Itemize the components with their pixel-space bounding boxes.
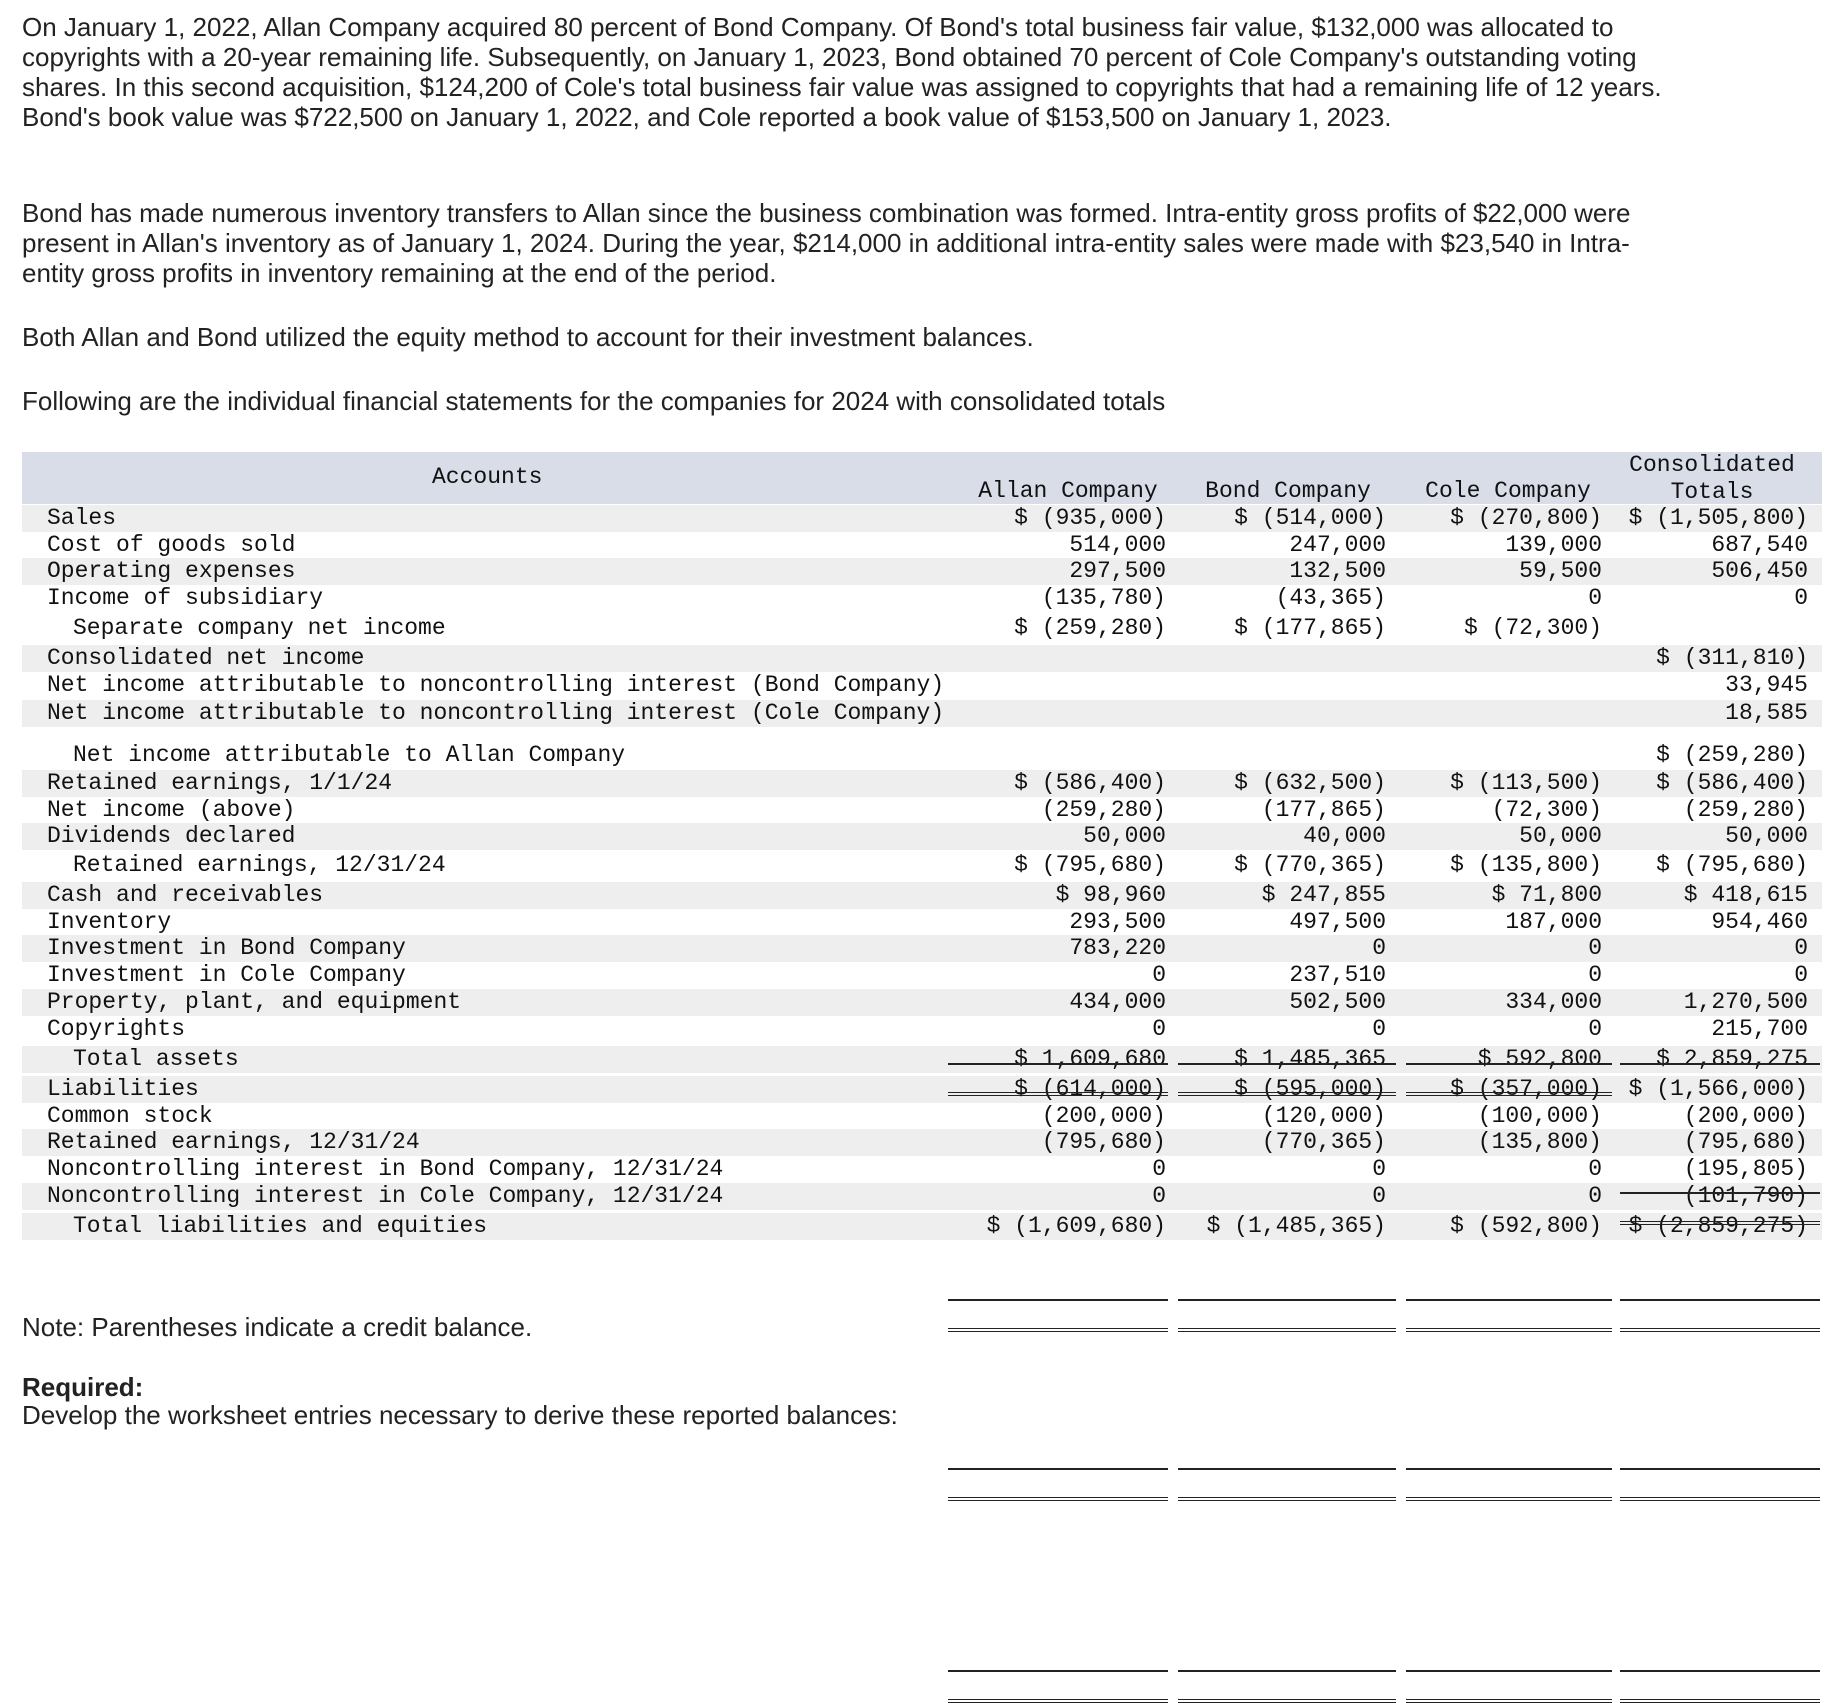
- cell-bond: 502,500: [1289, 989, 1386, 1015]
- cell-cole: (100,000): [1477, 1103, 1602, 1129]
- cell-cons: $ (586,400): [1656, 770, 1808, 796]
- cell-cons: 1,270,500: [1683, 989, 1808, 1015]
- cell-bond: 0: [1372, 1156, 1386, 1182]
- row-label: Investment in Bond Company: [47, 935, 406, 961]
- cell-bond: (770,365): [1261, 1129, 1386, 1155]
- row-label: Income of subsidiary: [47, 585, 324, 611]
- credit-balance-note: Note: Parentheses indicate a credit balance.: [22, 1312, 533, 1342]
- table-row: [22, 989, 1822, 1016]
- cell-allan: 50,000: [1083, 823, 1166, 849]
- row-label: Retained earnings, 12/31/24: [73, 852, 446, 878]
- cell-bond: $ (595,000): [1234, 1076, 1386, 1102]
- double-rule: [1620, 1497, 1820, 1501]
- table-row: [22, 1046, 1822, 1073]
- cell-bond: $ (514,000): [1234, 505, 1386, 531]
- row-label: Total assets: [73, 1046, 239, 1072]
- cell-bond: 497,500: [1289, 909, 1386, 935]
- table-row: [22, 1103, 1822, 1130]
- row-label: Separate company net income: [73, 615, 446, 641]
- row-label: Net income attributable to noncontrolling interest (Bond Company): [47, 672, 945, 698]
- double-rule: [1620, 1221, 1820, 1225]
- row-label: Investment in Cole Company: [47, 962, 406, 988]
- row-label: Noncontrolling interest in Cole Company, 12/31/24: [47, 1183, 724, 1209]
- cell-allan: $ (935,000): [1014, 505, 1166, 531]
- cell-cons: 215,700: [1711, 1016, 1808, 1042]
- cell-cons: $ (259,280): [1656, 742, 1808, 768]
- rule: [1620, 1063, 1820, 1065]
- cell-cole: 0: [1588, 1016, 1602, 1042]
- cell-cole: 187,000: [1505, 909, 1602, 935]
- table-row: [22, 797, 1822, 824]
- rule: [948, 1063, 1168, 1065]
- cell-allan: 0: [1152, 1016, 1166, 1042]
- cell-cole: 139,000: [1505, 532, 1602, 558]
- rule: [1406, 1670, 1612, 1672]
- rule: [1620, 1192, 1820, 1194]
- cell-allan: 0: [1152, 1183, 1166, 1209]
- table-row: [22, 742, 1822, 769]
- cell-allan: 293,500: [1069, 909, 1166, 935]
- cell-allan: 297,500: [1069, 558, 1166, 584]
- rule: [1406, 1468, 1612, 1470]
- table-row: [22, 700, 1822, 727]
- cell-allan: $ (1,609,680): [986, 1213, 1166, 1239]
- double-rule: [1406, 1699, 1612, 1703]
- rule: [1178, 1670, 1396, 1672]
- cell-cons: (195,805): [1683, 1156, 1808, 1182]
- cell-cons: 0: [1794, 962, 1808, 988]
- rule: [948, 1299, 1168, 1301]
- header-consolidated-line1: Consolidated: [1629, 452, 1795, 478]
- cell-cole: $ (592,800): [1450, 1213, 1602, 1239]
- double-rule: [1620, 1699, 1820, 1703]
- row-label: Liabilities: [47, 1076, 199, 1102]
- intro-paragraph-inventory: Bond has made numerous inventory transfers to Allan since the business combination was formed. Intra-entity gross profits of $22,000 were present in Allan's inventory as of January 1, 2024. During the year, $214,000 in additional intra-entity sales were made with $23,540 in Intra-entity gross profits in inventory remaining at the end of the period.: [22, 198, 1631, 288]
- cell-cole: 0: [1588, 962, 1602, 988]
- row-label: Cost of goods sold: [47, 532, 296, 558]
- table-row: [22, 645, 1822, 672]
- double-rule: [1178, 1699, 1396, 1703]
- cell-cole: 0: [1588, 935, 1602, 961]
- cell-cons: $ (795,680): [1656, 852, 1808, 878]
- cell-allan: 434,000: [1069, 989, 1166, 1015]
- table-row: [22, 823, 1822, 850]
- row-label: Noncontrolling interest in Bond Company, 12/31/24: [47, 1156, 724, 1182]
- intro-paragraph-statements: Following are the individual financial statements for the companies for 2024 with consolidated totals: [22, 386, 1166, 416]
- row-label: Cash and receivables: [47, 882, 324, 908]
- cell-bond: 132,500: [1289, 558, 1386, 584]
- double-rule: [948, 1092, 1168, 1096]
- cell-allan: $ (614,000): [1014, 1076, 1166, 1102]
- header-consolidated-line2: Totals: [1670, 479, 1754, 505]
- cell-bond: 0: [1372, 1183, 1386, 1209]
- cell-bond: 0: [1372, 935, 1386, 961]
- header-cole-company: Cole Company: [1425, 478, 1591, 504]
- cell-allan: 783,220: [1069, 935, 1166, 961]
- header-consolidated-totals: [1602, 452, 1822, 506]
- cell-allan: 0: [1152, 962, 1166, 988]
- cell-bond: $ (632,500): [1234, 770, 1386, 796]
- table-row: [22, 558, 1822, 585]
- cell-cole: 59,500: [1519, 558, 1602, 584]
- cell-cons: $ (1,505,800): [1628, 505, 1808, 531]
- table-row: [22, 1183, 1822, 1210]
- cell-cole: $ 71,800: [1491, 882, 1602, 908]
- table-row: [22, 1213, 1822, 1240]
- cell-bond: 237,510: [1289, 962, 1386, 988]
- cell-bond: (177,865): [1261, 797, 1386, 823]
- cell-bond: $ (177,865): [1234, 615, 1386, 641]
- cell-cons: (259,280): [1683, 797, 1808, 823]
- double-rule: [948, 1699, 1168, 1703]
- cell-bond: (43,365): [1275, 585, 1386, 611]
- table-row: [22, 770, 1822, 797]
- cell-bond: (120,000): [1261, 1103, 1386, 1129]
- cell-allan: $ (259,280): [1014, 615, 1166, 641]
- cell-cole: 0: [1588, 585, 1602, 611]
- cell-cole: $ (113,500): [1450, 770, 1602, 796]
- row-label: Net income attributable to Allan Company: [73, 742, 626, 768]
- required-text: Develop the worksheet entries necessary to derive these reported balances:: [22, 1400, 898, 1430]
- intro-paragraph-acquisition: On January 1, 2022, Allan Company acquired 80 percent of Bond Company. Of Bond's total business fair value, $132,000 was allocated to copyrights with a 20-year remaining life. Subsequently, on January 1, 2023, Bond obtained 70 percent of Cole Company's outstanding voting shares. In this second acquisition, $124,200 of Cole's total business fair value was assigned to copyrights that had a remaining life of 12 years. Bond's book value was $722,500 on January 1, 2022, and Cole reported a book value of $153,500 on January 1, 2023.: [22, 12, 1662, 132]
- cell-allan: (795,680): [1041, 1129, 1166, 1155]
- cell-cons: 0: [1794, 935, 1808, 961]
- cell-cole: 0: [1588, 1156, 1602, 1182]
- table-row: [22, 1016, 1822, 1043]
- table-row: [22, 909, 1822, 936]
- row-label: Net income attributable to noncontrolling interest (Cole Company): [47, 700, 945, 726]
- header-allan-company: Allan Company: [978, 478, 1158, 504]
- rule: [1406, 1063, 1612, 1065]
- header-bond-company: Bond Company: [1205, 478, 1371, 504]
- cell-cole: $ (357,000): [1450, 1076, 1602, 1102]
- cell-cons: 954,460: [1711, 909, 1808, 935]
- cell-cons: $ (2,859,275): [1628, 1213, 1808, 1239]
- row-label: Sales: [47, 505, 117, 531]
- cell-bond: 40,000: [1303, 823, 1386, 849]
- table-row: [22, 852, 1822, 879]
- row-label: Net income (above): [47, 797, 296, 823]
- cell-cole: 0: [1588, 1183, 1602, 1209]
- cell-cons: 18,585: [1725, 700, 1808, 726]
- cell-cons: $ (1,566,000): [1628, 1076, 1808, 1102]
- double-rule: [1406, 1497, 1612, 1501]
- cell-allan: $ (795,680): [1014, 852, 1166, 878]
- cell-bond: 247,000: [1289, 532, 1386, 558]
- required-label: Required:: [22, 1372, 144, 1402]
- cell-allan: $ 1,609,680: [1014, 1046, 1166, 1072]
- cell-cole: 334,000: [1505, 989, 1602, 1015]
- rule: [1620, 1468, 1820, 1470]
- table-row: [22, 1076, 1822, 1103]
- row-label: Total liabilities and equities: [73, 1213, 488, 1239]
- cell-cole: $ (72,300): [1463, 615, 1602, 641]
- cell-allan: (200,000): [1041, 1103, 1166, 1129]
- cell-cole: $ 592,800: [1477, 1046, 1602, 1072]
- cell-cons: (200,000): [1683, 1103, 1808, 1129]
- cell-cons: 33,945: [1725, 672, 1808, 698]
- double-rule: [1178, 1092, 1396, 1096]
- table-row: [22, 935, 1822, 962]
- cell-allan: 0: [1152, 1156, 1166, 1182]
- row-label: Common stock: [47, 1103, 213, 1129]
- cell-cons: 50,000: [1725, 823, 1808, 849]
- row-label: Dividends declared: [47, 823, 296, 849]
- rule: [1406, 1299, 1612, 1301]
- cell-cole: 50,000: [1519, 823, 1602, 849]
- cell-cole: $ (135,800): [1450, 852, 1602, 878]
- cell-cons: $ (311,810): [1656, 645, 1808, 671]
- financial-statements-table: [22, 452, 1822, 1272]
- cell-allan: 514,000: [1069, 532, 1166, 558]
- table-row: [22, 505, 1822, 532]
- cell-cole: (135,800): [1477, 1129, 1602, 1155]
- double-rule: [1178, 1497, 1396, 1501]
- cell-cole: $ (270,800): [1450, 505, 1602, 531]
- cell-cons: 506,450: [1711, 558, 1808, 584]
- table-row: [22, 962, 1822, 989]
- cell-allan: $ 98,960: [1055, 882, 1166, 908]
- table-row: [22, 672, 1822, 699]
- rule: [1178, 1063, 1396, 1065]
- cell-bond: $ (1,485,365): [1206, 1213, 1386, 1239]
- header-accounts: Accounts: [432, 464, 543, 490]
- rule: [948, 1468, 1168, 1470]
- cell-bond: $ 247,855: [1261, 882, 1386, 908]
- row-label: Retained earnings, 12/31/24: [47, 1129, 420, 1155]
- row-label: Inventory: [47, 909, 172, 935]
- rule: [948, 1670, 1168, 1672]
- cell-bond: 0: [1372, 1016, 1386, 1042]
- cell-cons: $ 418,615: [1683, 882, 1808, 908]
- cell-cons: $ 2,859,275: [1656, 1046, 1808, 1072]
- table-row: [22, 1129, 1822, 1156]
- cell-bond: $ 1,485,365: [1234, 1046, 1386, 1072]
- cell-allan: $ (586,400): [1014, 770, 1166, 796]
- table-row: [22, 615, 1822, 642]
- rule: [1178, 1299, 1396, 1301]
- table-row: [22, 882, 1822, 909]
- double-rule: [948, 1497, 1168, 1501]
- intro-paragraph-equity-method: Both Allan and Bond utilized the equity method to account for their investment balances.: [22, 322, 1034, 352]
- row-label: Consolidated net income: [47, 645, 365, 671]
- row-label: Retained earnings, 1/1/24: [47, 770, 393, 796]
- rule: [1620, 1299, 1820, 1301]
- row-label: Property, plant, and equipment: [47, 989, 462, 1015]
- cell-cole: (72,300): [1491, 797, 1602, 823]
- cell-cons: (101,790): [1683, 1183, 1808, 1209]
- cell-allan: (135,780): [1041, 585, 1166, 611]
- table-row: [22, 585, 1822, 612]
- cell-cons: 687,540: [1711, 532, 1808, 558]
- rule: [1178, 1468, 1396, 1470]
- row-label: Operating expenses: [47, 558, 296, 584]
- cell-cons: 0: [1794, 585, 1808, 611]
- double-rule: [1406, 1092, 1612, 1096]
- rule: [1620, 1670, 1820, 1672]
- cell-bond: $ (770,365): [1234, 852, 1386, 878]
- cell-cons: (795,680): [1683, 1129, 1808, 1155]
- table-row: [22, 1156, 1822, 1183]
- row-label: Copyrights: [47, 1016, 186, 1042]
- table-row: [22, 532, 1822, 559]
- cell-allan: (259,280): [1041, 797, 1166, 823]
